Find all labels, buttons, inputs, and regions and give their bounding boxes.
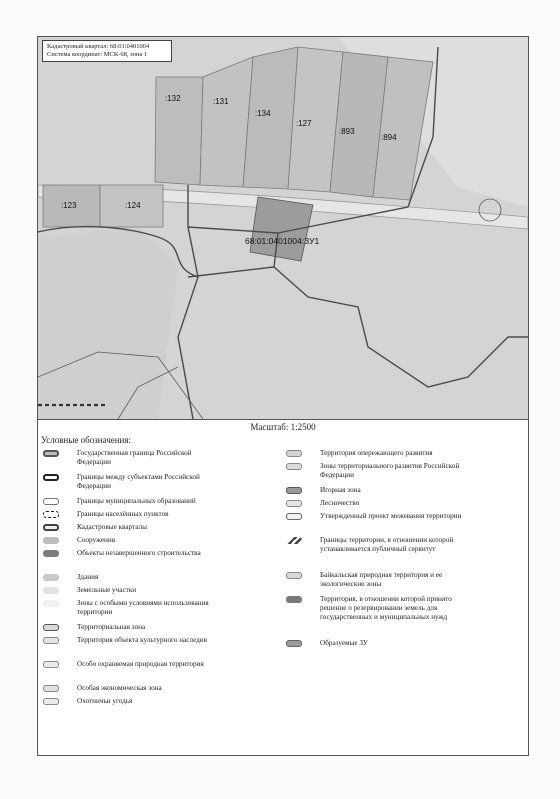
plot-label-894: :894	[381, 133, 397, 142]
legend-item: Здания	[43, 573, 273, 586]
plot-label-134: :134	[255, 109, 271, 118]
baikal-territory-icon	[286, 572, 302, 579]
forestry-icon	[286, 500, 302, 507]
legend	[38, 449, 528, 749]
gaming-zone-icon	[286, 487, 302, 494]
legend-item: Охотничьи угодья	[43, 697, 273, 710]
legend-item: Утвержденный проект межевания территории	[286, 512, 526, 536]
economic-zone-icon	[43, 685, 59, 692]
legend-item: Государственная граница Российской Федерации	[43, 449, 273, 473]
new-parcel-label: 68:01:0401004:ЗУ1	[245, 236, 320, 246]
legend-item: Границы населённых пунктов	[43, 510, 273, 523]
cadastral-map	[38, 37, 528, 420]
plot-label-124: :124	[125, 201, 141, 210]
legend-item: Территория, в отношении которой принято решение о резервировании земель для государственных и муниципальных нужд	[286, 595, 526, 639]
cultural-heritage-icon	[43, 637, 59, 644]
plot-label-893: :893	[339, 127, 355, 136]
new-parcel-icon	[286, 640, 302, 647]
settlement-border-icon	[43, 511, 59, 518]
advanced-development-icon	[286, 450, 302, 457]
legend-item: Границы муниципальных образований	[43, 497, 273, 510]
legend-item: Объекты незавершенного строительства	[43, 549, 273, 573]
legend-item: Лесничество	[286, 499, 526, 512]
state-border-icon	[43, 450, 59, 457]
legend-item: Игорная зона	[286, 486, 526, 499]
legend-left-column	[43, 449, 273, 710]
hunting-grounds-icon	[43, 698, 59, 705]
legend-item: Земельные участки	[43, 586, 273, 599]
coordinate-system: Система координат: МСК-68, зона 1	[47, 51, 148, 58]
unfinished-construction-icon	[43, 550, 59, 557]
legend-item: Территория объекта культурного наследия	[43, 636, 273, 660]
plot-label-132: :132	[165, 94, 181, 103]
map-scale: Масштаб: 1:2500	[250, 422, 316, 432]
land-plot-icon	[43, 587, 59, 594]
quarter-number: Кадастровый квартал: 68:01:0401004	[47, 43, 150, 50]
special-zone-icon	[43, 600, 59, 607]
territorial-development-icon	[286, 463, 302, 470]
legend-item: Особо охраняемая природная территория	[43, 660, 273, 684]
structure-icon	[43, 537, 59, 544]
territorial-zone-icon	[43, 624, 59, 631]
servitude-icon	[286, 537, 302, 544]
land-reservation-icon	[286, 596, 302, 603]
legend-item: Особая экономическая зона	[43, 684, 273, 697]
protected-nature-icon	[43, 661, 59, 668]
legend-item: Территория опережающего развития	[286, 449, 526, 462]
cadastral-sheet	[37, 36, 529, 756]
legend-item: Территориальная зона	[43, 623, 273, 636]
cadastral-quarter-icon	[43, 524, 59, 531]
legend-item: Байкальская природная территория и ее экологические зоны	[286, 571, 526, 595]
legend-right-column	[286, 449, 526, 652]
map-canvas	[38, 37, 528, 419]
legend-item: Границы между субъектами Российской Федерации	[43, 473, 273, 497]
building-icon	[43, 574, 59, 581]
subject-border-icon	[43, 474, 59, 481]
legend-item: Границы территории, в отношении которой устанавливается публичный сервитут	[286, 536, 526, 571]
plot-label-123: :123	[61, 201, 77, 210]
legend-item: Зоны территориального развития Российской Федерации	[286, 462, 526, 486]
legend-title: Условные обозначения:	[41, 435, 132, 445]
legend-item: Кадастровые кварталы	[43, 523, 273, 536]
quarter-info-box	[42, 40, 172, 62]
survey-project-icon	[286, 513, 302, 520]
municipal-border-icon	[43, 498, 59, 505]
plot-label-127: :127	[296, 119, 312, 128]
legend-item: Сооружения	[43, 536, 273, 549]
legend-item: Образуемые ЗУ	[286, 639, 526, 652]
plot-label-131: :131	[213, 97, 229, 106]
legend-item: Зоны с особыми условиями использования территории	[43, 599, 273, 623]
